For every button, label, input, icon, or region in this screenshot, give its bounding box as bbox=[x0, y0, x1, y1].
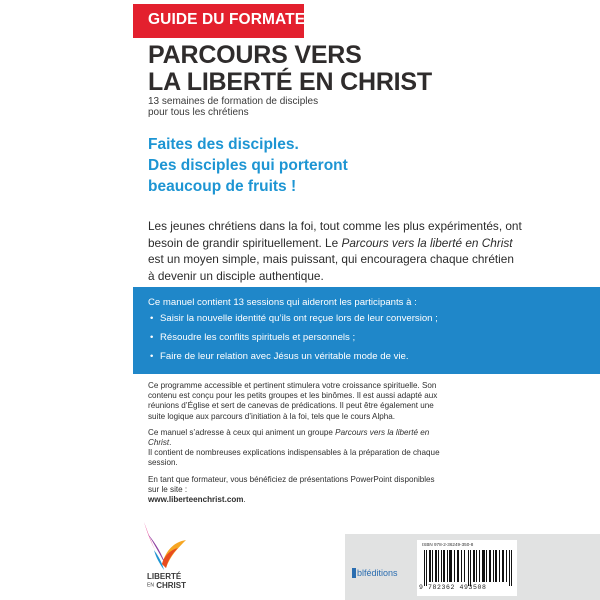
website-link[interactable]: www.liberteenchrist.com bbox=[148, 495, 244, 505]
tagline bbox=[148, 134, 348, 197]
logo-word-christ-text: CHRIST bbox=[156, 581, 186, 590]
para2-italic-title: Parcours vers la liberté en Christ bbox=[148, 427, 430, 448]
list-item bbox=[148, 332, 438, 351]
logo-word-christ bbox=[147, 581, 186, 590]
guide-label: GUIDE DU FORMATEUR bbox=[148, 11, 328, 28]
intro-text-2: est un moyen simple, mais puissant, qui encouragera chaque chrétien à devenir un disciple authentique. bbox=[148, 252, 514, 283]
subtitle-line-2: pour tous les chrétiens bbox=[148, 107, 249, 118]
description-paragraph-2 bbox=[148, 428, 448, 469]
bullet-icon: • bbox=[150, 313, 154, 324]
list-item bbox=[148, 313, 438, 332]
description-block bbox=[148, 381, 448, 511]
list-item bbox=[148, 351, 438, 370]
bullet-icon: • bbox=[150, 351, 154, 362]
subtitle-line-1: 13 semaines de formation de disciples bbox=[148, 96, 319, 107]
tagline-line-3: beaucoup de fruits ! bbox=[148, 178, 297, 195]
isbn-label: ISBN 978-2-36249-350-8 bbox=[422, 542, 474, 547]
tagline-line-2: Des disciples qui porteront bbox=[148, 157, 348, 174]
logo-word-en: EN bbox=[147, 582, 154, 589]
subtitle bbox=[148, 96, 318, 118]
description-paragraph-3 bbox=[148, 475, 448, 506]
intro-paragraph bbox=[148, 218, 523, 284]
sessions-intro: Ce manuel contient 13 sessions qui aideront les participants à : bbox=[148, 297, 417, 308]
list-item-text: Faire de leur relation avec Jésus un véritable mode de vie. bbox=[160, 351, 409, 362]
logo-word-liberte: LIBERTÉ bbox=[147, 572, 182, 581]
list-item-text: Résoudre les conflits spirituels et personnels ; bbox=[160, 332, 356, 343]
publisher-logo-icon bbox=[352, 568, 356, 578]
title-line-2: LA LIBERTÉ EN CHRIST bbox=[148, 68, 432, 96]
intro-italic-title: Parcours vers la liberté en Christ bbox=[341, 235, 513, 250]
title-line-1: PARCOURS VERS bbox=[148, 41, 362, 69]
description-paragraph-1: Ce programme accessible et pertinent stimulera votre croissance spirituelle. Son contenu est conçu pour les petits groupes et les binômes. Il est aussi adapté aux réunions d’Église et sert de canevas de prédications. Il peut être également une suite logique aux parcours d’initiation à la foi, tels que le cours Alpha. bbox=[148, 381, 438, 421]
para2-text-2: . bbox=[169, 438, 172, 448]
intro-text-1: Les jeunes chrétiens dans la foi, tout comme les plus expérimentés, ont besoin de grandir spirituellement. Le bbox=[148, 219, 522, 250]
tagline-line-1: Faites des disciples. bbox=[148, 136, 299, 153]
para2-text-1: Ce manuel s’adresse à ceux qui animent un groupe bbox=[148, 427, 336, 437]
para2-line-2: Il contient de nombreuses explications indispensables à la préparation de chaque session. bbox=[148, 448, 440, 468]
sessions-list bbox=[148, 313, 438, 370]
publisher-name: blféditions bbox=[357, 568, 398, 578]
para3-line-1: En tant que formateur, vous bénéficiez de présentations PowerPoint disponibles sur le site : bbox=[148, 474, 435, 494]
barcode-icon bbox=[424, 550, 514, 586]
book-title bbox=[148, 42, 432, 96]
list-item-text: Saisir la nouvelle identité qu’ils ont reçue lors de leur conversion ; bbox=[160, 313, 438, 324]
para3-end: . bbox=[243, 495, 246, 505]
bullet-icon: • bbox=[150, 332, 154, 343]
barcode-number: 9 782362 493508 bbox=[419, 584, 487, 591]
logo-wordmark bbox=[147, 572, 186, 590]
